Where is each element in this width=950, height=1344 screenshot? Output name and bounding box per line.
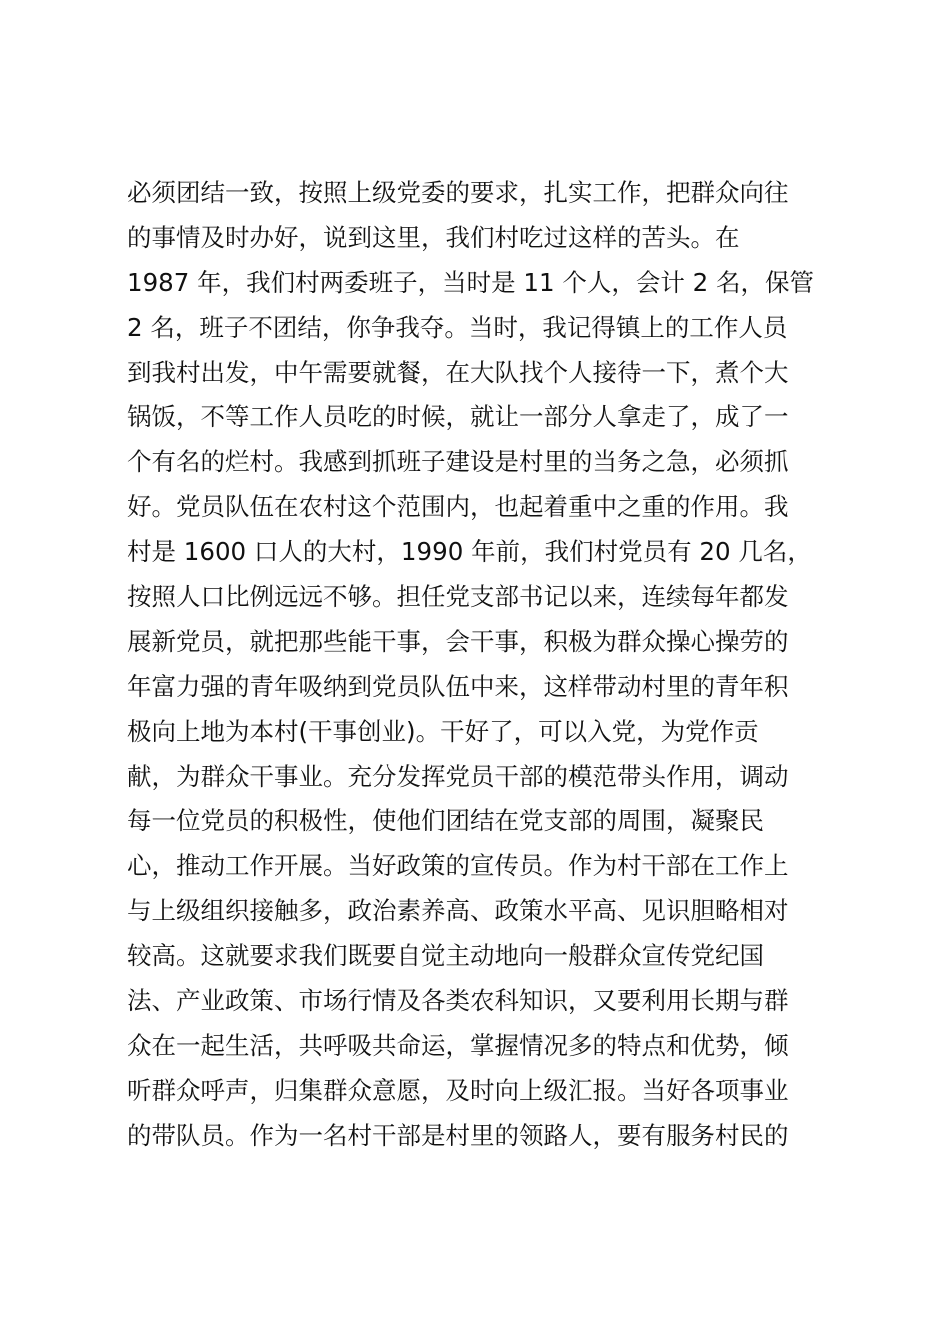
text-line: 众在一起生活，共呼吸共命运，掌握情况多的特点和优势，倾 bbox=[127, 1030, 789, 1060]
text-line: 的带队员。作为一名村干部是村里的领路人，要有服务村民的 bbox=[127, 1120, 789, 1150]
text-line: 较高。这就要求我们既要自觉主动地向一般群众宣传党纪国 bbox=[127, 941, 764, 971]
text-line: 听群众呼声，归集群众意愿，及时向上级汇报。当好各项事业 bbox=[127, 1075, 789, 1105]
text-line: 与上级组织接触多，政治素养高、政策水平高、见识胆略相对 bbox=[127, 896, 789, 926]
text-line: 展新党员，就把那些能干事，会干事，积极为群众操心操劳的 bbox=[127, 626, 789, 656]
text-line: 2 名，班子不团结，你争我夺。当时，我记得镇上的工作人员 bbox=[127, 312, 788, 342]
text-line: 按照人口比例远远不够。担任党支部书记以来，连续每年都发 bbox=[127, 582, 789, 612]
text-line: 极向上地为本村(干事创业)。干好了，可以入党，为党作贡 bbox=[127, 716, 759, 746]
text-line: 心，推动工作开展。当好政策的宣传员。作为村干部在工作上 bbox=[127, 851, 789, 881]
text-line: 法、产业政策、市场行情及各类农科知识，又要利用长期与群 bbox=[127, 986, 789, 1016]
text-line: 锅饭，不等工作人员吃的时候，就让一部分人拿走了，成了一 bbox=[127, 402, 789, 432]
text-line: 好。党员队伍在农村这个范围内，也起着重中之重的作用。我 bbox=[127, 492, 789, 522]
text-line: 献，为群众干事业。充分发挥党员干部的模范带头作用，调动 bbox=[127, 761, 789, 791]
text-line: 必须团结一致，按照上级党委的要求，扎实工作，把群众向往 bbox=[127, 178, 789, 207]
body-paragraph bbox=[127, 171, 837, 1159]
text-line: 村是 1600 口人的大村，1990 年前，我们村党员有 20 几名， bbox=[127, 537, 812, 567]
text-line: 1987 年，我们村两委班子，当时是 11 个人，会计 2 名，保管 bbox=[127, 267, 815, 297]
text-line: 个有名的烂村。我感到抓班子建设是村里的当务之急，必须抓 bbox=[127, 447, 789, 477]
text-line: 的事情及时办好，说到这里，我们村吃过这样的苦头。在 bbox=[127, 222, 740, 252]
text-line: 到我村出发，中午需要就餐，在大队找个人接待一下，煮个大 bbox=[127, 357, 789, 387]
text-line: 每一位党员的积极性，使他们团结在党支部的周围，凝聚民 bbox=[127, 806, 764, 836]
text-line: 年富力强的青年吸纳到党员队伍中来，这样带动村里的青年积 bbox=[127, 671, 789, 701]
